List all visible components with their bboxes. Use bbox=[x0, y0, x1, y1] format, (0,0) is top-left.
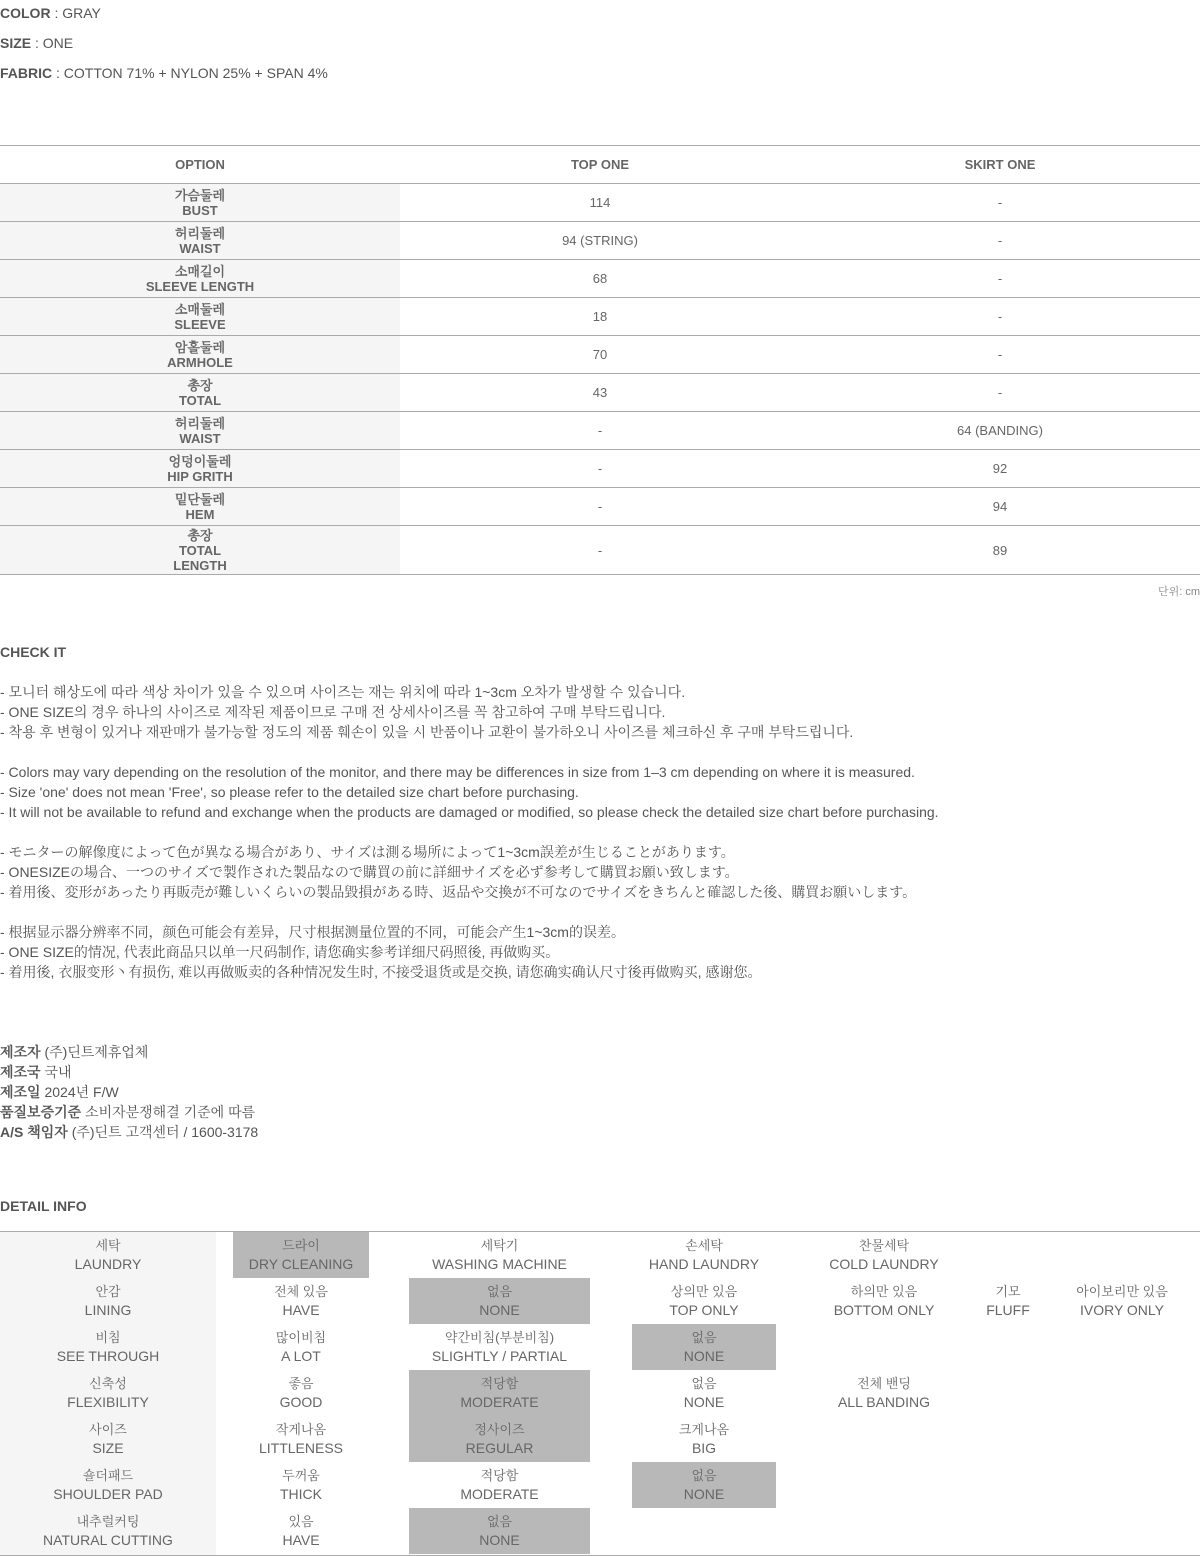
spec-value: : ONE bbox=[31, 35, 74, 51]
detail-option bbox=[409, 1278, 590, 1324]
option-en: WAIST bbox=[179, 430, 221, 446]
maker-label: 제조자 bbox=[0, 1044, 41, 1060]
skirt-value: - bbox=[800, 260, 1200, 298]
note-line: - ONE SIZE의 경우 하나의 사이즈로 제작된 제품이므로 구매 전 상세사이즈를 꼭 참고하여 구매 부탁드립니다. bbox=[0, 704, 666, 720]
detail-info-grid bbox=[0, 1231, 1200, 1556]
detail-option bbox=[409, 1508, 590, 1554]
note-line: - 착용 후 변형이 있거나 재판매가 불가능할 정도의 제품 훼손이 있을 시 반품이나 교환이 불가하오니 사이즈를 체크하신 후 구매 부탁드립니다. bbox=[0, 724, 854, 740]
skirt-value: - bbox=[800, 336, 1200, 374]
option-cell bbox=[0, 488, 400, 526]
detail-option-en: NONE bbox=[479, 1302, 520, 1318]
note-line: - 根据显示器分辨率不同，颜色可能会有差异，尺寸根据测量位置的不同，可能会产生1~3cm的误差。 bbox=[0, 924, 625, 940]
detail-label-ko: 숄더패드 bbox=[82, 1468, 134, 1483]
size-row bbox=[0, 450, 1200, 488]
detail-option bbox=[233, 1508, 369, 1554]
option-ko: 허리둘레 bbox=[174, 415, 226, 431]
detail-label-ko: 내추럴커팅 bbox=[76, 1514, 140, 1529]
maker-value: 2024년 F/W bbox=[40, 1084, 119, 1100]
maker-line bbox=[0, 1122, 258, 1142]
option-cell bbox=[0, 298, 400, 336]
skirt-value: 94 bbox=[800, 488, 1200, 526]
unit-label: 단위: cm bbox=[1157, 586, 1200, 598]
detail-option bbox=[958, 1278, 1058, 1324]
spec-label: COLOR bbox=[0, 5, 51, 21]
size-row bbox=[0, 336, 1200, 374]
note-line: - Colors may vary depending on the resolution of the monitor, and there may be differences in size from 1–3 cm depending on where it is measured. bbox=[0, 764, 915, 780]
detail-label bbox=[0, 1237, 216, 1273]
top-value: - bbox=[400, 526, 800, 575]
maker-label: A/S 책임자 bbox=[0, 1124, 68, 1140]
detail-option-en: IVORY ONLY bbox=[1079, 1302, 1165, 1318]
detail-option-ko: 많이비침 bbox=[275, 1330, 327, 1345]
option-cell bbox=[0, 374, 400, 412]
option-en: SLEEVE LENGTH bbox=[145, 278, 255, 294]
detail-option-ko: 상의만 있음 bbox=[670, 1284, 738, 1299]
detail-option bbox=[812, 1370, 956, 1416]
detail-option-ko: 작게나옴 bbox=[275, 1422, 327, 1437]
option-en: BUST bbox=[182, 202, 218, 218]
top-value: 114 bbox=[400, 184, 800, 222]
note-line: - ONESIZEの場合、一つのサイズで製作された製品なので購買の前に詳細サイズを必ず参考して購買お願い致します。 bbox=[0, 864, 739, 880]
detail-option-en: FLUFF bbox=[986, 1302, 1030, 1318]
option-ko: 총장 bbox=[187, 377, 213, 393]
maker-label: 제조국 bbox=[0, 1064, 41, 1080]
detail-option-ko: 세탁기 bbox=[480, 1238, 519, 1253]
size-row bbox=[0, 298, 1200, 336]
detail-option-en: GOOD bbox=[279, 1394, 323, 1410]
detail-option bbox=[409, 1324, 590, 1370]
detail-label bbox=[0, 1513, 216, 1549]
top-value: 70 bbox=[400, 336, 800, 374]
skirt-value: - bbox=[800, 374, 1200, 412]
skirt-value: - bbox=[800, 222, 1200, 260]
detail-option-en: HAVE bbox=[282, 1532, 320, 1548]
size-row bbox=[0, 412, 1200, 450]
detail-option-en: COLD LAUNDRY bbox=[829, 1256, 939, 1272]
detail-label-ko: 사이즈 bbox=[89, 1422, 127, 1437]
note-line: - 着用後、変形があったり再販売が難しいくらいの製品毀損がある時、返品や交換が不可なのでサイズをきちんと確認した後、購買お願いします。 bbox=[0, 884, 917, 900]
spec-label: SIZE bbox=[0, 35, 32, 51]
detail-option-ko: 전체 밴딩 bbox=[857, 1376, 911, 1391]
detail-option bbox=[233, 1416, 369, 1462]
detail-option bbox=[632, 1278, 776, 1324]
option-cell bbox=[0, 222, 400, 260]
detail-label-ko: 안감 bbox=[95, 1284, 121, 1299]
detail-label-ko: 비침 bbox=[95, 1330, 121, 1345]
detail-label-en: LAUNDRY bbox=[74, 1256, 142, 1272]
top-value: - bbox=[400, 450, 800, 488]
detail-label bbox=[0, 1329, 216, 1365]
detail-option-ko: 적당함 bbox=[480, 1376, 519, 1391]
maker-info bbox=[0, 1042, 258, 1142]
spec-fabric bbox=[0, 65, 328, 81]
detail-option-en: DRY CLEANING bbox=[248, 1256, 354, 1272]
option-ko: 총장 bbox=[187, 527, 213, 543]
spec-size bbox=[0, 35, 73, 51]
detail-option-ko: 기모 bbox=[995, 1284, 1021, 1299]
note-line: - ONE SIZE的情况, 代表此商品只以单一尺码制作, 请您确实参考详细尺码照後, 再做购买。 bbox=[0, 944, 560, 960]
top-value: 18 bbox=[400, 298, 800, 336]
header-option: OPTION bbox=[0, 146, 400, 184]
detail-option-ko: 전체 있음 bbox=[274, 1284, 328, 1299]
spec-value: : COTTON 71% + NYLON 25% + SPAN 4% bbox=[52, 65, 328, 81]
option-cell bbox=[0, 184, 400, 222]
option-cell bbox=[0, 526, 400, 575]
option-ko: 허리둘레 bbox=[174, 225, 226, 241]
maker-line bbox=[0, 1102, 258, 1122]
option-ko: 암홀둘레 bbox=[174, 339, 226, 355]
detail-label bbox=[0, 1375, 216, 1411]
spec-label: FABRIC bbox=[0, 65, 53, 81]
detail-option-en: NONE bbox=[683, 1394, 725, 1410]
detail-label-en: SEE THROUGH bbox=[56, 1348, 160, 1364]
detail-option-ko: 찬물세탁 bbox=[858, 1238, 910, 1253]
detail-label-en: LINING bbox=[84, 1302, 132, 1318]
detail-option-ko: 손세탁 bbox=[685, 1238, 723, 1253]
detail-option-en: BOTTOM ONLY bbox=[833, 1302, 935, 1318]
note-block bbox=[0, 922, 1200, 982]
detail-label-en: SHOULDER PAD bbox=[53, 1486, 163, 1502]
spec-color bbox=[0, 5, 101, 21]
detail-option-ko: 없음 bbox=[691, 1468, 717, 1483]
detail-option bbox=[409, 1416, 590, 1462]
size-row bbox=[0, 374, 1200, 412]
detail-option-ko: 없음 bbox=[486, 1284, 513, 1299]
option-en: TOTAL bbox=[178, 542, 222, 558]
option-en: ARMHOLE bbox=[167, 354, 233, 370]
detail-option bbox=[409, 1462, 590, 1508]
maker-value: 국내 bbox=[40, 1064, 72, 1080]
option-cell bbox=[0, 412, 400, 450]
detail-label bbox=[0, 1421, 216, 1457]
detail-label-en: NATURAL CUTTING bbox=[43, 1532, 173, 1548]
detail-option-en: LITTLENESS bbox=[258, 1440, 344, 1456]
detail-option bbox=[233, 1462, 369, 1508]
spec-value: : GRAY bbox=[50, 5, 101, 21]
detail-option bbox=[632, 1370, 776, 1416]
option-ko: 소매길이 bbox=[174, 263, 226, 279]
maker-value: 소비자분쟁해결 기준에 따름 bbox=[81, 1104, 256, 1120]
detail-option bbox=[409, 1370, 590, 1416]
option-en: TOTAL bbox=[178, 392, 222, 408]
top-value: - bbox=[400, 488, 800, 526]
option-ko: 엉덩이둘레 bbox=[168, 453, 232, 469]
skirt-value: 89 bbox=[800, 526, 1200, 575]
maker-label: 제조일 bbox=[0, 1084, 41, 1100]
detail-label-ko: 신축성 bbox=[89, 1376, 127, 1391]
detail-option-en: HAVE bbox=[282, 1302, 320, 1318]
detail-option bbox=[632, 1416, 776, 1462]
option-en2: LENGTH bbox=[173, 557, 227, 573]
detail-option-ko: 좋음 bbox=[288, 1376, 314, 1391]
option-en: HIP GRITH bbox=[167, 468, 233, 484]
detail-option-ko: 드라이 bbox=[282, 1238, 320, 1253]
option-cell bbox=[0, 450, 400, 488]
detail-option-en: MODERATE bbox=[460, 1486, 539, 1502]
option-en: WAIST bbox=[179, 240, 221, 256]
size-row bbox=[0, 222, 1200, 260]
detail-option-en: NONE bbox=[479, 1532, 520, 1548]
detail-option-en: HAND LAUNDRY bbox=[648, 1256, 760, 1272]
detail-option-ko: 하의만 있음 bbox=[850, 1284, 918, 1299]
note-line: - It will not be available to refund and exchange when the products are damaged or modified, so please check the detailed size chart before purchasing. bbox=[0, 804, 939, 820]
option-ko: 밑단둘레 bbox=[174, 491, 226, 507]
detail-label bbox=[0, 1467, 216, 1503]
header-top: TOP ONE bbox=[400, 146, 800, 184]
maker-line bbox=[0, 1042, 258, 1062]
size-row bbox=[0, 260, 1200, 298]
top-value: 68 bbox=[400, 260, 800, 298]
option-cell bbox=[0, 260, 400, 298]
detail-option-ko: 있음 bbox=[288, 1514, 314, 1529]
check-it-notes bbox=[0, 682, 1200, 1002]
detail-option-ko: 두꺼움 bbox=[282, 1468, 320, 1483]
note-line: - 着用後, 衣服变形丶有损伤, 难以再做贩卖的各种情况发生时, 不接受退货或是交换, 请您确实确认尺寸後再做购买, 感谢您。 bbox=[0, 964, 762, 980]
skirt-value: - bbox=[800, 298, 1200, 336]
maker-line bbox=[0, 1062, 258, 1082]
detail-option-ko: 적당함 bbox=[480, 1468, 519, 1483]
detail-label-en: FLEXIBILITY bbox=[67, 1394, 149, 1410]
detail-option-ko: 크게나옴 bbox=[678, 1422, 730, 1437]
skirt-value: 64 (BANDING) bbox=[800, 412, 1200, 450]
detail-option bbox=[233, 1278, 369, 1324]
top-value: - bbox=[400, 412, 800, 450]
check-it-title: CHECK IT bbox=[0, 644, 67, 660]
detail-option-en: THICK bbox=[280, 1486, 322, 1502]
detail-option bbox=[233, 1324, 369, 1370]
detail-option bbox=[632, 1324, 776, 1370]
detail-option-en: WASHING MACHINE bbox=[432, 1256, 567, 1272]
detail-option-ko: 약간비침(부분비침) bbox=[444, 1330, 555, 1345]
detail-info-title: DETAIL INFO bbox=[0, 1198, 87, 1214]
detail-option-en: A LOT bbox=[281, 1348, 321, 1364]
detail-label-ko: 세탁 bbox=[95, 1238, 121, 1253]
detail-label-en: SIZE bbox=[92, 1440, 124, 1456]
note-line: - Size 'one' does not mean 'Free', so please refer to the detailed size chart before purchasing. bbox=[0, 784, 579, 800]
detail-option-ko: 정사이즈 bbox=[474, 1422, 525, 1437]
detail-option-en: BIG bbox=[691, 1440, 717, 1456]
size-table bbox=[0, 145, 1200, 575]
note-line: - 모니터 해상도에 따라 색상 차이가 있을 수 있으며 사이즈는 재는 위치에 따라 1~3cm 오차가 발생할 수 있습니다. bbox=[0, 684, 686, 700]
header-skirt: SKIRT ONE bbox=[800, 146, 1200, 184]
skirt-value: 92 bbox=[800, 450, 1200, 488]
detail-option bbox=[812, 1278, 956, 1324]
detail-option bbox=[632, 1462, 776, 1508]
maker-value: (주)딘트제휴업체 bbox=[40, 1044, 149, 1060]
detail-option bbox=[233, 1232, 369, 1278]
note-line: - モニターの解像度によって色が異なる場合があり、サイズは測る場所によって1~3cm誤差が生じることがあります。 bbox=[0, 844, 735, 860]
detail-option-en: NONE bbox=[683, 1486, 725, 1502]
detail-option-en: SLIGHTLY / PARTIAL bbox=[431, 1348, 568, 1364]
option-en: HEM bbox=[185, 506, 215, 522]
option-cell bbox=[0, 336, 400, 374]
size-row bbox=[0, 184, 1200, 222]
detail-option-en: TOP ONLY bbox=[669, 1302, 739, 1318]
option-ko: 가슴둘레 bbox=[174, 187, 226, 203]
detail-option-en: ALL BANDING bbox=[837, 1394, 931, 1410]
detail-option-ko: 없음 bbox=[691, 1376, 717, 1391]
detail-option-ko: 아이보리만 있음 bbox=[1076, 1284, 1168, 1299]
detail-option bbox=[632, 1232, 776, 1278]
detail-option bbox=[812, 1232, 956, 1278]
detail-option-ko: 없음 bbox=[691, 1330, 717, 1345]
note-block bbox=[0, 762, 1200, 822]
detail-option bbox=[233, 1370, 369, 1416]
maker-label: 품질보증기준 bbox=[0, 1104, 82, 1120]
top-value: 43 bbox=[400, 374, 800, 412]
detail-option-en: MODERATE bbox=[460, 1394, 539, 1410]
detail-label bbox=[0, 1283, 216, 1319]
option-en: SLEEVE bbox=[174, 316, 226, 332]
detail-option-ko: 없음 bbox=[486, 1514, 513, 1529]
size-row bbox=[0, 488, 1200, 526]
option-ko: 소매둘레 bbox=[174, 301, 226, 317]
top-value: 94 (STRING) bbox=[400, 222, 800, 260]
detail-option bbox=[409, 1232, 590, 1278]
detail-option bbox=[1058, 1278, 1186, 1324]
skirt-value: - bbox=[800, 184, 1200, 222]
maker-line bbox=[0, 1082, 258, 1102]
size-row bbox=[0, 526, 1200, 575]
detail-option-en: NONE bbox=[683, 1348, 725, 1364]
detail-option-en: REGULAR bbox=[465, 1440, 534, 1456]
maker-value: (주)딘트 고객센터 / 1600-3178 bbox=[67, 1124, 259, 1140]
note-block bbox=[0, 842, 1200, 902]
note-block bbox=[0, 682, 1200, 742]
